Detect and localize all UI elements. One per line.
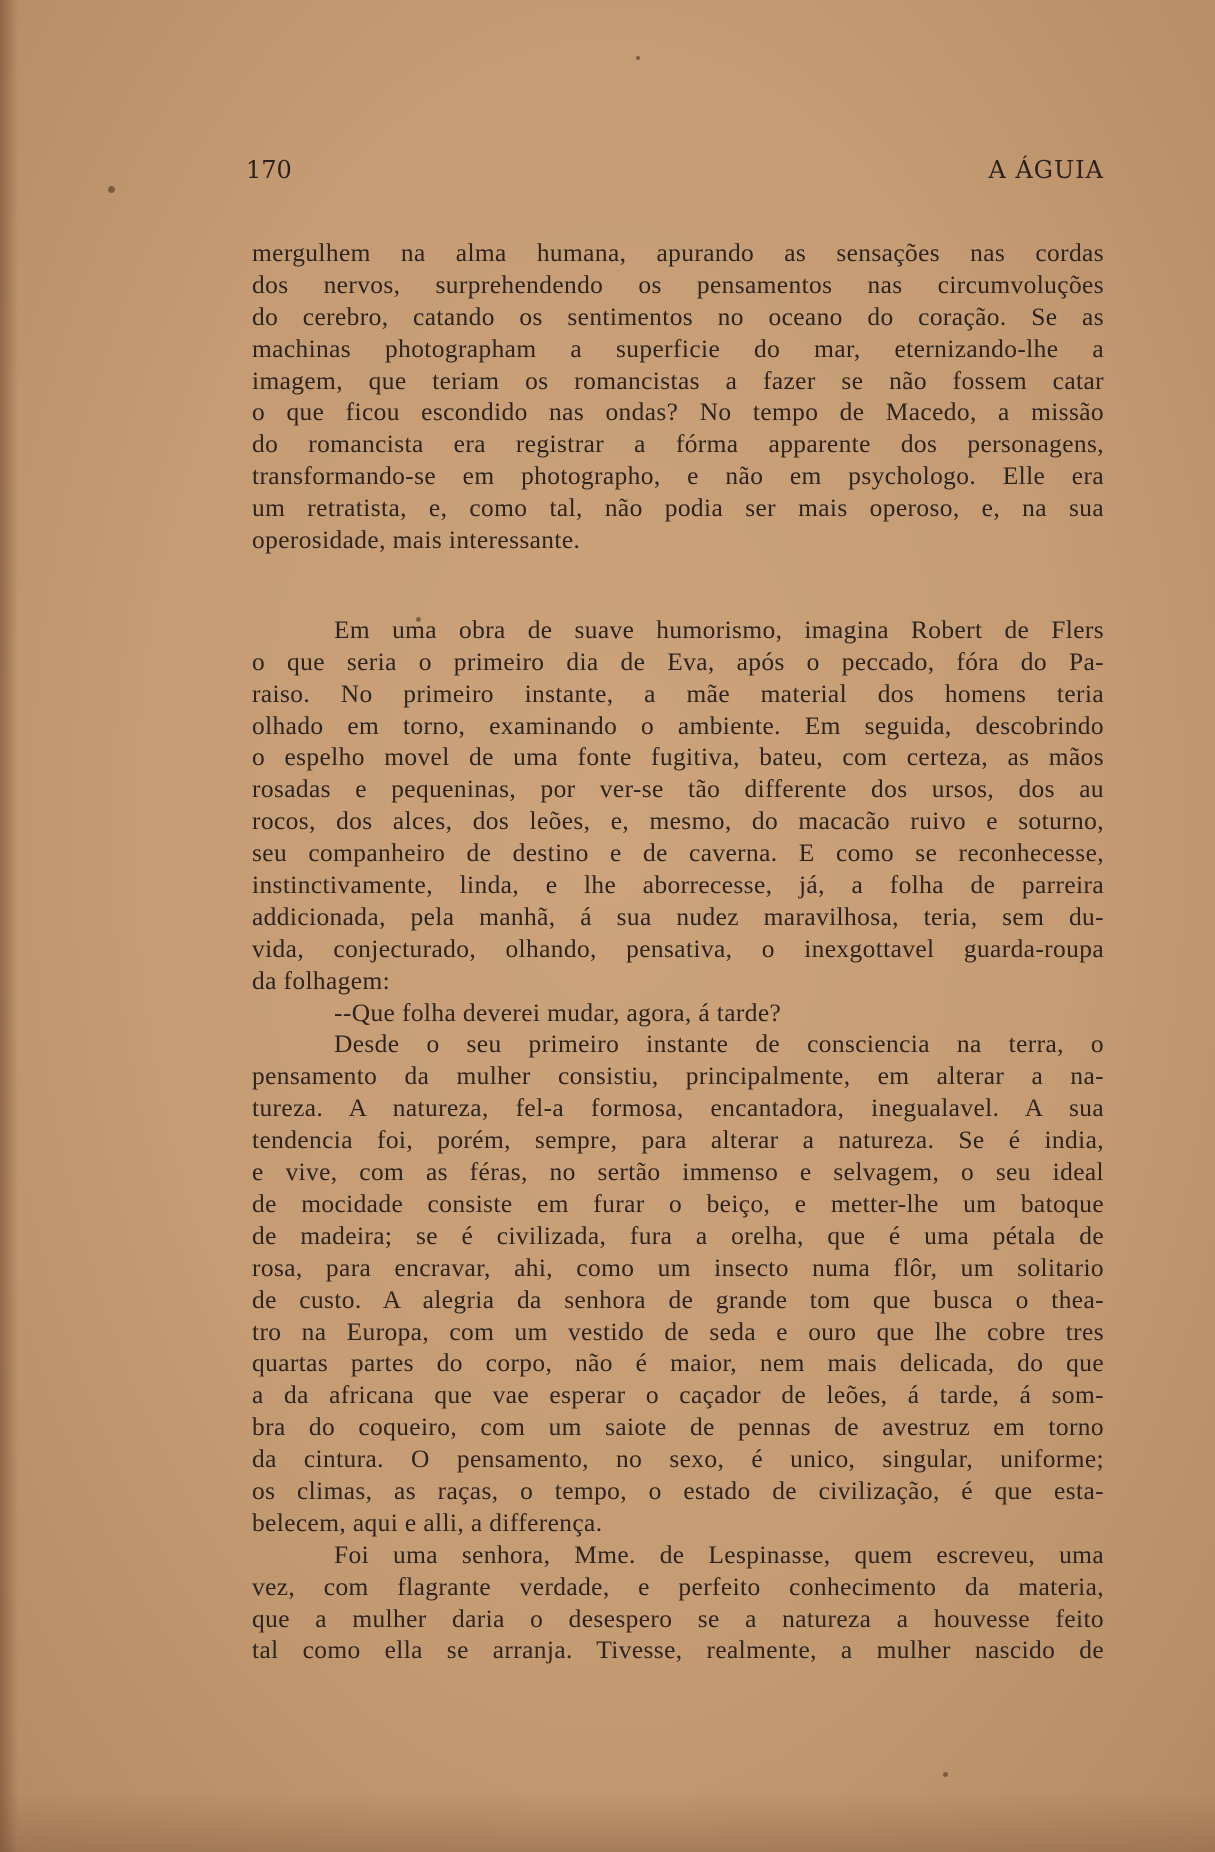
text-line: --Que folha deverei mudar, agora, á tarde? (334, 998, 782, 1027)
paper-speck (943, 1772, 948, 1777)
text-line: e vive, com as féras, no sertão immenso e selvagem, o seu ideal (252, 1158, 1104, 1187)
page-bottom-edge-shadow (0, 1792, 1215, 1852)
text-line: Desde o seu primeiro instante de consciencia na terra, o (334, 1030, 1104, 1059)
paper-speck (636, 56, 640, 60)
page-number: 170 (246, 156, 292, 184)
page-left-edge-shadow (0, 0, 18, 1852)
text-line: o que ficou escondido nas ondas? No tempo de Macedo, a missão (252, 398, 1104, 427)
text-line: os climas, as raças, o tempo, o estado de civilização, é que esta- (252, 1476, 1104, 1505)
text-line: do romancista era registrar a fórma apparente dos personagens, (252, 430, 1104, 459)
text-line: dos nervos, surprehendendo os pensamentos nas circumvoluções (252, 270, 1104, 299)
paper-speck (108, 186, 115, 193)
text-line: instinctivamente, linda, e lhe aborrecesse, já, a folha de parreira (252, 871, 1104, 900)
text-line: rosa, para encravar, ahi, como um insecto numa flôr, um solitario (252, 1253, 1104, 1282)
text-line: Foi uma senhora, Mme. de Lespinasse, quem escreveu, uma (334, 1540, 1104, 1569)
paragraph-2 (252, 615, 1104, 998)
paragraph-1 (252, 238, 1104, 557)
text-line: tro na Europa, com um vestido de seda e ouro que lhe cobre tres (252, 1317, 1104, 1346)
page-header (246, 156, 1104, 196)
text-line: da cintura. O pensamento, no sexo, é unico, singular, uniforme; (252, 1445, 1104, 1474)
text-line: rocos, dos alces, dos leões, e, mesmo, do macacão ruivo e soturno, (252, 807, 1104, 836)
text-line: quartas partes do corpo, não é maior, nem mais delicada, do que (252, 1349, 1104, 1378)
text-line: do cerebro, catando os sentimentos no oceano do coração. Se as (252, 302, 1104, 331)
text-line: seu companheiro de destino e de caverna. E como se reconhecesse, (252, 839, 1104, 868)
running-title: A ÁGUIA (988, 156, 1104, 184)
text-line: de custo. A alegria da senhora de grande tom que busca o thea- (252, 1285, 1104, 1314)
text-line: mergulhem na alma humana, apurando as sensações nas cordas (252, 239, 1104, 267)
text-line: transformando-se em photographo, e não em psychologo. Elle era (252, 462, 1104, 491)
text-line: o espelho movel de uma fonte fugitiva, bateu, com certeza, as mãos (252, 743, 1104, 772)
text-line: de madeira; se é civilizada, fura a orelha, que é uma pétala de (252, 1221, 1104, 1250)
text-line: que a mulher daria o desespero se a natureza a houvesse feito (252, 1604, 1104, 1633)
body-text (252, 238, 1104, 1667)
text-line: tendencia foi, porém, sempre, para alterar a natureza. Se é india, (252, 1126, 1104, 1155)
section-break (252, 557, 1104, 615)
text-line: da folhagem: (252, 966, 391, 995)
text-line: machinas photographam a superficie do mar, eternizando-lhe a (252, 334, 1104, 363)
text-line: raiso. No primeiro instante, a mãe material dos homens teria (252, 679, 1104, 708)
text-line: vida, conjecturado, olhando, pensativa, o inexgottavel guarda-roupa (252, 934, 1104, 963)
text-line: addicionada, pela manhã, á sua nudez maravilhosa, teria, sem du- (252, 902, 1104, 931)
text-line: belecem, aqui e alli, a differença. (252, 1508, 603, 1537)
paragraph-4 (252, 1029, 1104, 1539)
text-line: a da africana que vae esperar o caçador de leões, á tarde, á som- (252, 1381, 1104, 1410)
text-line: de mocidade consiste em furar o beiço, e metter-lhe um batoque (252, 1189, 1104, 1218)
text-line: tal como ella se arranja. Tivesse, realmente, a mulher nascido de (252, 1636, 1104, 1665)
text-line: vez, com flagrante verdade, e perfeito conhecimento da materia, (252, 1572, 1104, 1601)
text-line: tureza. A natureza, fel-a formosa, encantadora, inegualavel. A sua (252, 1094, 1104, 1123)
text-line: pensamento da mulher consistiu, principalmente, em alterar a na- (252, 1062, 1104, 1091)
text-line: rosadas e pequeninas, por ver-se tão differente dos ursos, dos au (252, 775, 1104, 804)
text-line: operosidade, mais interessante. (252, 526, 581, 555)
text-line: imagem, que teriam os romancistas a fazer se não fossem catar (252, 366, 1104, 395)
paragraph-3-dialogue (252, 998, 1104, 1030)
text-line: olhado em torno, examinando o ambiente. Em seguida, descobrindo (252, 711, 1104, 740)
text-line: o que seria o primeiro dia de Eva, após o peccado, fóra do Pa- (252, 647, 1104, 676)
text-line: bra do coqueiro, com um saiote de pennas de avestruz em torno (252, 1413, 1104, 1442)
paragraph-5 (252, 1540, 1104, 1668)
text-line: Em uma obra de suave humorismo, imagina Robert de Flers (334, 615, 1104, 644)
text-line: um retratista, e, como tal, não podia ser mais operoso, e, na sua (252, 494, 1104, 523)
